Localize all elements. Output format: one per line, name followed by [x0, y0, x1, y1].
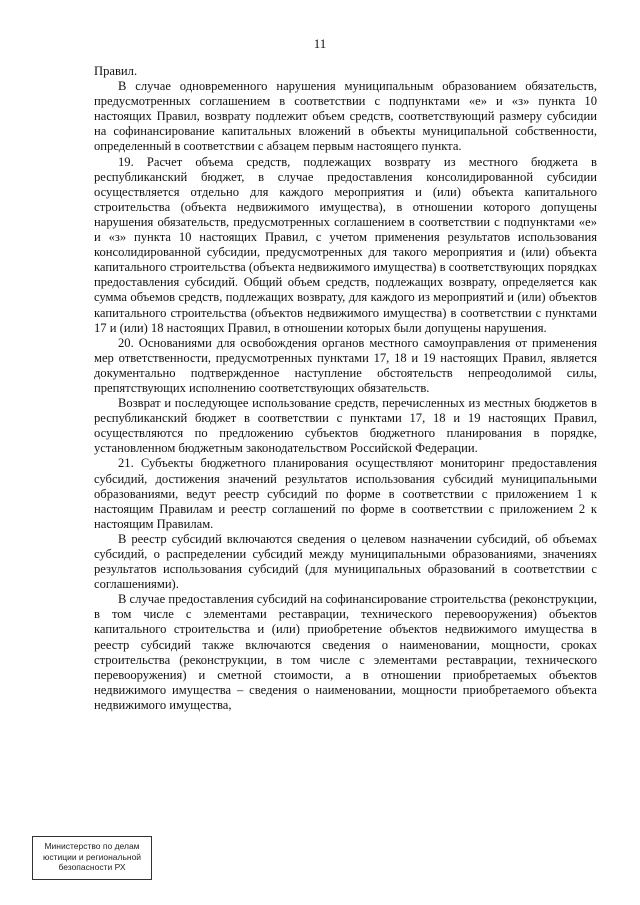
- paragraph: В случае предоставления субсидий на софинансирование строительства (реконструкции, в том числе с элементами реставрации, технического перевооружения) объектов капитального строительства и (или) приобретение объектов недвижимого имущества в реестр субсидий также включаются сведения о наименовании, мощности, сроках строительства (реконструкции, в том числе с элементами реставрации, технического перевооружения) и сметной стоимости, а в отношении приобретаемых объектов недвижимого имущества – сведения о наименовании, мощности приобретаемого объекта недвижимого имущества,: [94, 592, 598, 712]
- paragraph: Возврат и последующее использование средств, перечисленных из местных бюджетов в республиканский бюджет в соответствии с пунктами 17, 18 и 19 настоящих Правил, осуществляются по предложению субъектов бюджетного планирования в порядке, установленном бюджетным законодательством Российской Федерации.: [94, 396, 597, 456]
- page-number: 11: [313, 36, 327, 51]
- paragraph-item-21: 21. Субъекты бюджетного планирования осуществляют мониторинг предоставления субсидий, достижения значений результатов использования субсидий муниципальными образованиями, ведут реестр субсидий по форме в соответствии с приложением 1 к настоящим Правилам и реестр соглашений по форме в соответствии с приложением 2 к настоящим Правилам.: [94, 456, 597, 531]
- stamp-line: Министерство по делам: [44, 841, 140, 851]
- paragraph-continuation: Правил.: [94, 64, 138, 78]
- stamp-line: безопасности РХ: [58, 862, 126, 872]
- stamp-line: юстиции и региональной: [42, 851, 142, 862]
- document-body: [94, 64, 597, 713]
- paragraph-item-20: 20. Основаниями для освобождения органов местного самоуправления от применения мер ответственности, предусмотренных пунктами 17, 18 и 19 настоящих Правил, является документально подтвержденное наступление обстоятельств непреодолимой силы, препятствующих исполнению соответствующих обязательств.: [94, 335, 597, 395]
- registration-stamp: [32, 836, 152, 880]
- paragraph: В случае одновременного нарушения муниципальным образованием обязательств, предусмотренных соглашением в соответствии с подпунктами «е» и «з» пункта 10 настоящих Правил, возврату подлежит объем средств, соответствующий размеру субсидии на софинансирование капитальных вложений в объекты муниципальной собственности, определенный в соответствии с абзацем первым настоящего пункта.: [94, 79, 597, 154]
- paragraph: В реестр субсидий включаются сведения о целевом назначении субсидий, об объемах субсидий, о распределении субсидий между муниципальными образованиями, значениях результатов использования субсидий (для муниципальных образований в соответствии с соглашениями).: [94, 531, 597, 592]
- paragraph-item-19: 19. Расчет объема средств, подлежащих возврату из местного бюджета в республиканский бюджет, в случае предоставления консолидированной субсидии осуществляется отдельно для каждого мероприятия и (или) объекта капитального строительства (объекта недвижимого имущества), в отношении которого допущены нарушения обязательств, предусмотренных соглашением в соответствии с подпунктами «е» и «з» пункта 10 настоящих Правил, с учетом применения результатов использования консолидированной субсидии, предусмотренных для такого мероприятия и (или) объекта капитального строительства (объекта недвижимого имущества) в соответствующих порядках предоставления субсидий. Общий объем средств, подлежащих возврату, определяется как сумма объемов средств, подлежащих возврату, для каждого из мероприятий и (или) объектов капитального строительства (объектов недвижимого имущества) в соответствии с пунктами 17 и (или) 18 настоящих Правил, в отношении которых были допущены нарушения.: [94, 154, 597, 335]
